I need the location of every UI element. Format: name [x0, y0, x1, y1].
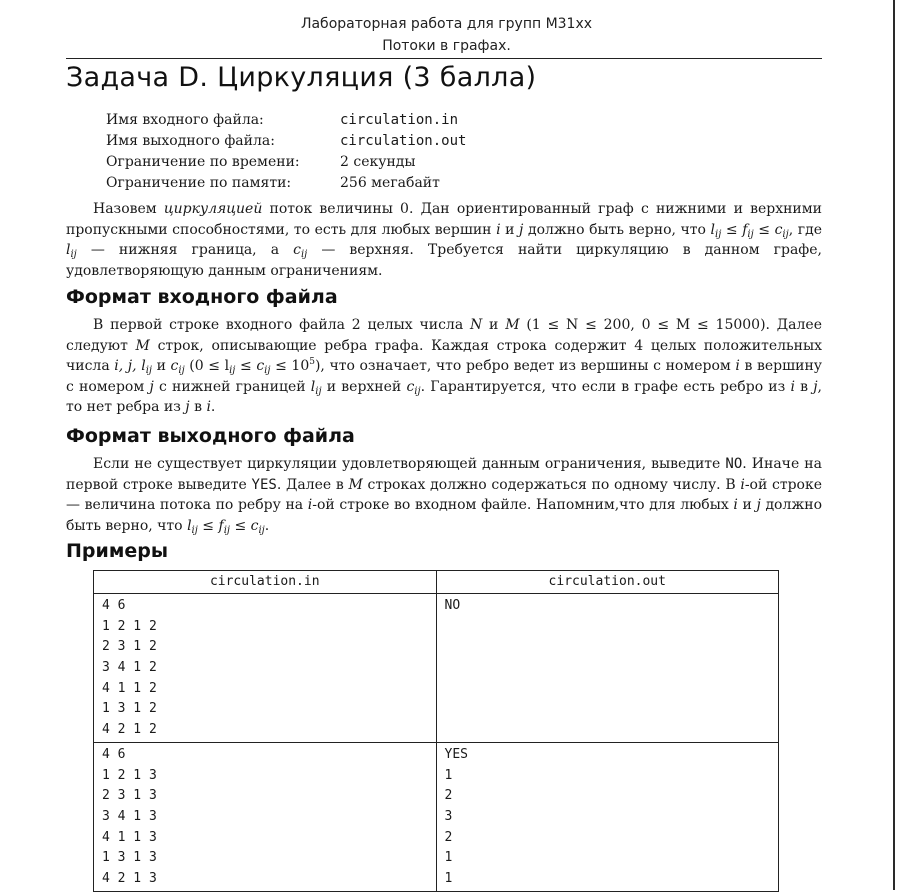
input-line: 4 1 1 3 [102, 829, 157, 845]
input-line: 2 3 1 3 [102, 788, 157, 804]
input-format-text: В первой строке входного файла 2 целых числа N и M (1 ≤ N ≤ 200, 0 ≤ M ≤ 15000). Далее следуют M строк, описывающие ребра графа. Каждая строка содержит 4 целых положительных числа i, j, $l_{ij}$ и $c_{ij}$ $(0 \le l_{ij} \le c_{ij} \le 10^5)$, что означает, что ребро ведет из вершины с номером i в вершину с номером j с нижней границей $l_{ij}$ и верхней $c_{ij}$. Гарантируется, что если в графе есть ребро из i в j, то нет ребра из j в i. [66, 317, 823, 415]
input-line: 3 4 1 3 [102, 808, 157, 824]
header-course: Лабораторная работа для групп M31xx [300, 16, 593, 32]
term-circulation: циркуляцией [163, 201, 263, 217]
output-format-heading: Формат выходного файла [66, 425, 355, 447]
output-line: 1 [444, 850, 453, 866]
input-line: 1 2 1 3 [102, 767, 157, 783]
example-input [94, 742, 437, 891]
examples-header-row [94, 571, 779, 594]
example-input [94, 594, 437, 743]
example-output [436, 742, 779, 891]
meta-value: 2 секунды [340, 154, 416, 170]
output-line: 1 [444, 767, 453, 783]
header-topic: Потоки в графах. [382, 38, 511, 54]
output-line: 1 [444, 870, 453, 886]
page-border [893, 0, 895, 890]
input-line: 4 6 [102, 746, 126, 762]
input-line: 4 6 [102, 598, 126, 613]
header-rule [66, 58, 822, 59]
meta-key: Ограничение по памяти: [106, 175, 292, 191]
examples-table [93, 570, 779, 892]
output-line: 2 [444, 829, 453, 845]
input-line: 4 2 1 3 [102, 870, 157, 886]
problem-title: Задача D. Циркуляция (3 балла) [66, 62, 537, 93]
input-format-heading: Формат входного файла [66, 286, 338, 308]
output-line: 2 [444, 788, 453, 804]
input-line: 2 3 1 2 [102, 639, 157, 655]
input-line: 3 4 1 2 [102, 660, 157, 676]
example-row [94, 594, 779, 743]
output-line: 3 [444, 808, 453, 824]
input-line: 1 2 1 2 [102, 618, 157, 634]
input-line: 4 2 1 2 [102, 722, 157, 738]
column-header-output: circulation.out [436, 571, 779, 594]
meta-value: 256 мегабайт [340, 175, 440, 191]
output-line: YES [444, 746, 468, 762]
example-output [436, 594, 779, 743]
input-line: 1 3 1 2 [102, 701, 157, 717]
examples-heading: Примеры [66, 540, 169, 562]
output-line: NO [444, 598, 461, 613]
meta-value: circulation.out [340, 133, 467, 149]
column-header-input: circulation.in [94, 571, 437, 594]
problem-statement: Назовем циркуляцией поток величины 0. Дан ориентированный граф с нижними и верхними пропускными способностями, то есть для любых вершин i и j должно быть верно, что $l_{ij} \le f_{ij} \le c_{ij}$, где $l_{ij}$ — нижняя граница, а $c_{ij}$ — верхняя. Требуется найти циркуляцию в данном графе, удовлетворяющую данным ограничениям. [66, 201, 822, 279]
meta-key: Ограничение по времени: [106, 154, 300, 170]
input-line: 4 1 1 2 [102, 680, 157, 696]
input-line: 1 3 1 3 [102, 850, 157, 866]
meta-value: circulation.in [340, 112, 459, 128]
meta-key: Имя выходного файла: [106, 133, 275, 149]
meta-key: Имя входного файла: [106, 112, 264, 128]
output-format-text: Если не существует циркуляции удовлетворяющей данным ограничения, выведите NO. Иначе на первой строке выведите YES. Далее в M строках должно содержаться по одному числу. В i-ой строке — величина потока по ребру на i-ой строке во входном файле. Напомним,что для любых i и j должно быть верно, что $l_{ij} \le f_{ij} \le c_{ij}$. [66, 456, 823, 536]
example-row [94, 742, 779, 891]
